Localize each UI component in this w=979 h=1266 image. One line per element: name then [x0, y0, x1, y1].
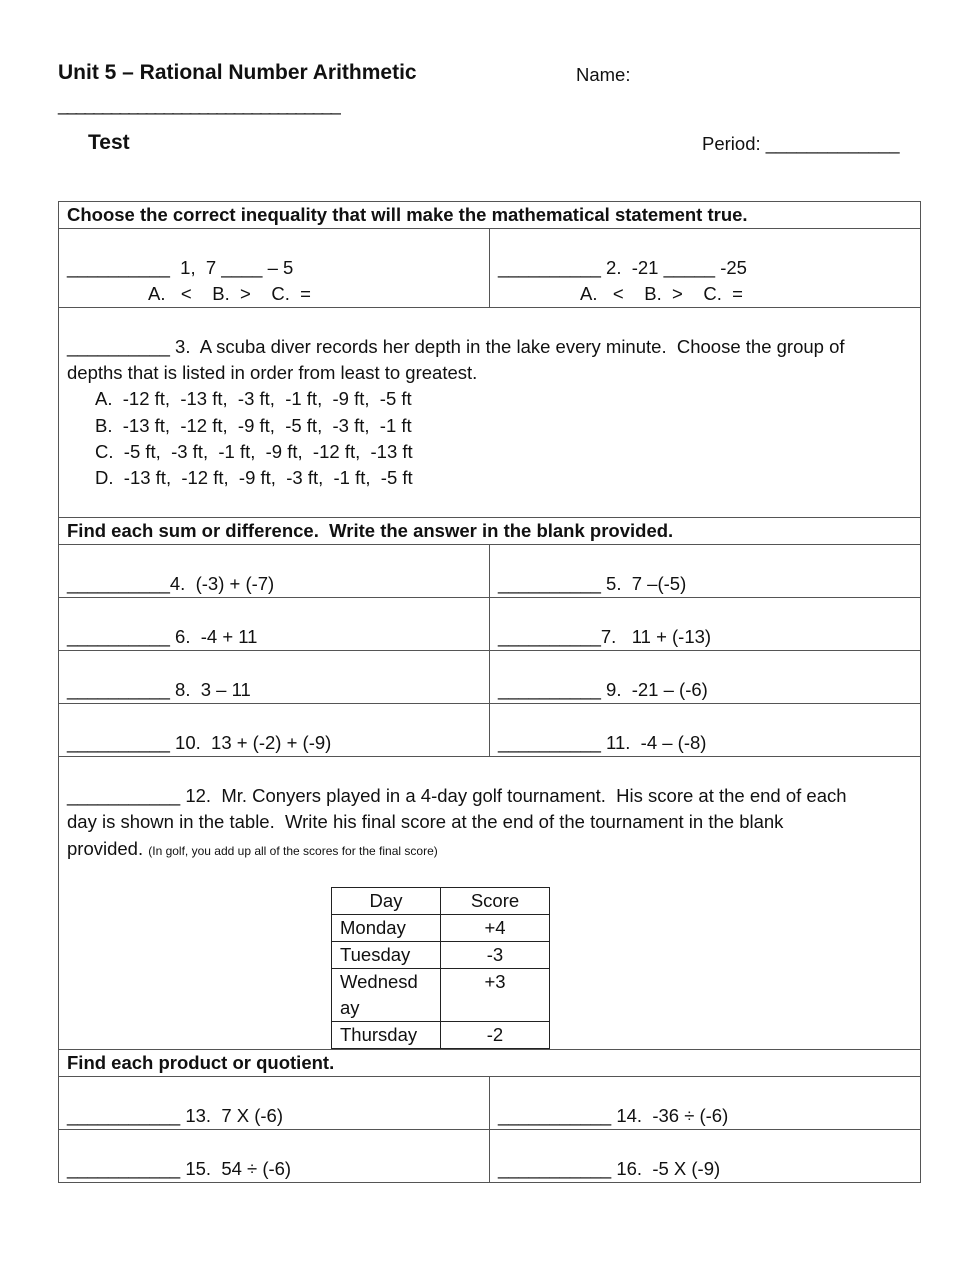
- score-cell: +3: [441, 969, 550, 1022]
- table-header-row: [332, 888, 550, 915]
- question-12-note: (In golf, you add up all of the scores for the final score): [148, 844, 438, 858]
- day-cell: Tuesday: [332, 942, 441, 969]
- question-13: ___________ 13. 7 X (-6): [67, 1105, 283, 1126]
- question-6: __________ 6. -4 + 11: [67, 626, 258, 647]
- table-row: [332, 942, 550, 969]
- table-row: [332, 1022, 550, 1049]
- question-5: __________ 5. 7 –(-5): [498, 573, 687, 594]
- header-score: Score: [441, 888, 550, 915]
- question-3-line1: __________ 3. A scuba diver records her depth in the lake every minute. Choose the group of: [67, 336, 845, 357]
- question-8: __________ 8. 3 – 11: [67, 679, 251, 700]
- question-3-line2: depths that is listed in order from least to greatest.: [67, 362, 478, 383]
- question-12-line3: [67, 838, 438, 860]
- question-3-option-b: B. -13 ft, -12 ft, -9 ft, -5 ft, -3 ft, -1 ft: [95, 415, 412, 436]
- day-cell: Monday: [332, 915, 441, 942]
- question-3-option-a: A. -12 ft, -13 ft, -3 ft, -1 ft, -9 ft, -5 ft: [95, 388, 412, 409]
- question-3-option-d: D. -13 ft, -12 ft, -9 ft, -3 ft, -1 ft, -5 ft: [95, 467, 413, 488]
- question-2: __________ 2. -21 _____ -25: [498, 257, 747, 278]
- header-day: Day: [332, 888, 441, 915]
- question-11: __________ 11. -4 – (-8): [498, 732, 707, 753]
- table-row: [332, 915, 550, 942]
- name-label: Name:: [576, 64, 631, 85]
- section-sum-heading: Find each sum or difference. Write the answer in the blank provided.: [67, 520, 674, 541]
- section-inequality-heading: Choose the correct inequality that will make the mathematical statement true.: [67, 204, 748, 225]
- score-cell: -3: [441, 942, 550, 969]
- name-line: ________________________________: [58, 94, 340, 115]
- question-10: __________ 10. 13 + (-2) + (-9): [67, 732, 332, 753]
- question-12-provided: provided.: [67, 838, 144, 859]
- golf-score-table: [331, 887, 550, 1049]
- score-cell: +4: [441, 915, 550, 942]
- question-1-choices: A. < B. > C. =: [148, 283, 311, 304]
- question-14: ___________ 14. -36 ÷ (-6): [498, 1105, 729, 1126]
- question-2-choices: A. < B. > C. =: [580, 283, 743, 304]
- question-4: __________4. (-3) + (-7): [67, 573, 275, 594]
- page-title: Unit 5 – Rational Number Arithmetic: [58, 61, 417, 84]
- section-product-heading: Find each product or quotient.: [67, 1052, 335, 1073]
- page-subtitle: Test: [88, 131, 130, 154]
- question-3-option-c: C. -5 ft, -3 ft, -1 ft, -9 ft, -12 ft, -13 ft: [95, 441, 413, 462]
- question-15: ___________ 15. 54 ÷ (-6): [67, 1158, 292, 1179]
- day-cell: Wednesd ay: [332, 969, 441, 1022]
- question-7: __________7. 11 + (-13): [498, 626, 712, 647]
- question-1: __________ 1, 7 ____ – 5: [67, 257, 294, 278]
- question-12-line2: day is shown in the table. Write his final score at the end of the tournament in the blank: [67, 811, 784, 832]
- question-12-line1: ___________ 12. Mr. Conyers played in a 4-day golf tournament. His score at the end of each: [67, 785, 847, 806]
- question-16: ___________ 16. -5 X (-9): [498, 1158, 721, 1179]
- period-field: Period: _____________: [702, 133, 900, 154]
- table-row: [332, 969, 550, 1022]
- score-cell: -2: [441, 1022, 550, 1049]
- day-cell: Thursday: [332, 1022, 441, 1049]
- question-9: __________ 9. -21 – (-6): [498, 679, 708, 700]
